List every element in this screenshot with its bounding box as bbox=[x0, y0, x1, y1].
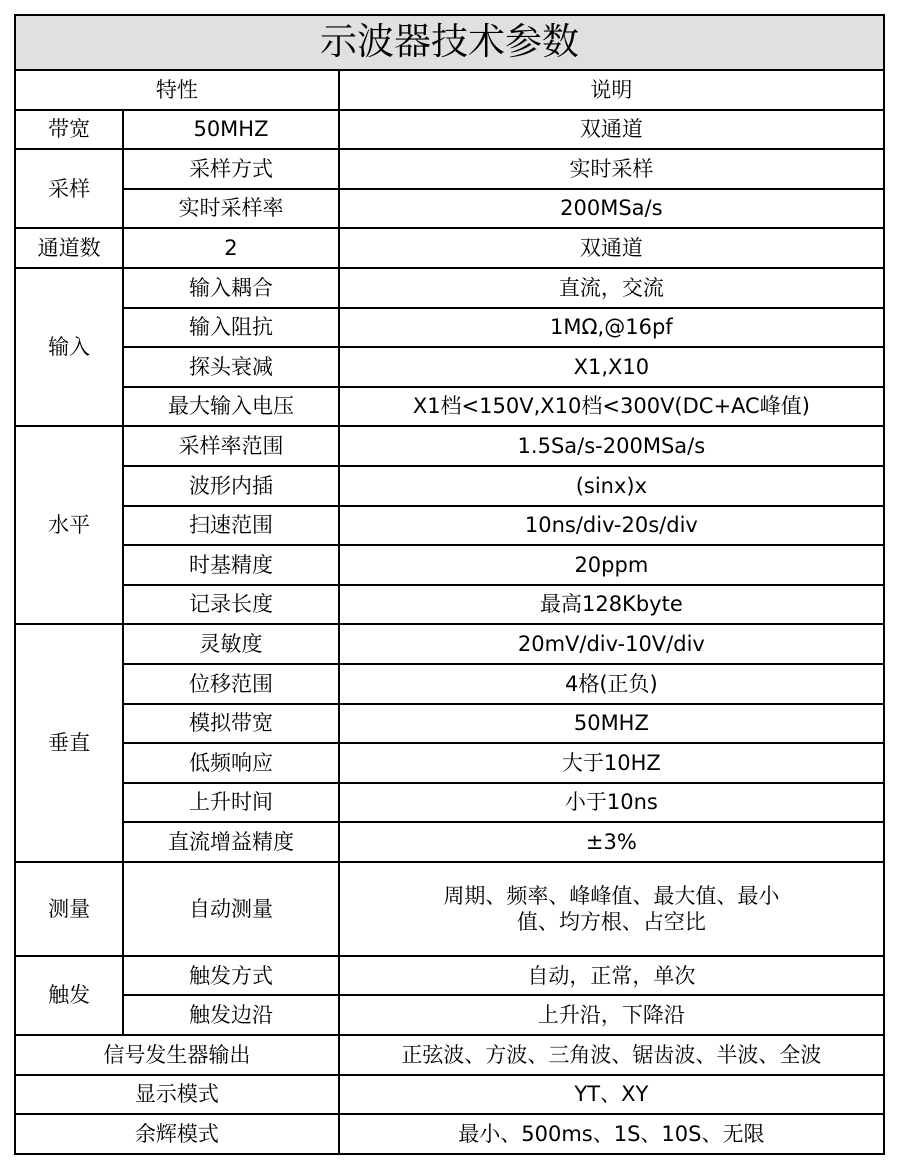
spec-desc: 4格(正负) bbox=[339, 664, 884, 704]
spec-desc: 双通道 bbox=[339, 228, 884, 268]
spec-desc: 小于10ns bbox=[339, 783, 884, 823]
spec-name: 灵敏度 bbox=[123, 624, 338, 664]
table-row bbox=[15, 956, 884, 996]
spec-name: 探头衰减 bbox=[123, 347, 338, 387]
group-label-horizontal: 水平 bbox=[15, 426, 123, 624]
spec-desc: X1,X10 bbox=[339, 347, 884, 387]
spec-name: 波形内插 bbox=[123, 466, 338, 506]
spec-table bbox=[14, 14, 885, 1155]
page-title: 示波器技术参数 bbox=[15, 15, 884, 70]
header-row bbox=[15, 70, 884, 110]
spec-name: 模拟带宽 bbox=[123, 704, 338, 744]
table-row bbox=[15, 308, 884, 348]
group-label-signal-generator: 信号发生器输出 bbox=[15, 1035, 339, 1075]
spec-name: 采样方式 bbox=[123, 149, 338, 189]
table-row bbox=[15, 426, 884, 466]
spec-name: 上升时间 bbox=[123, 783, 338, 823]
spec-name: 2 bbox=[123, 228, 338, 268]
spec-name: 位移范围 bbox=[123, 664, 338, 704]
spec-name: 50MHZ bbox=[123, 110, 338, 150]
group-label-measure: 测量 bbox=[15, 862, 123, 956]
table-row bbox=[15, 387, 884, 427]
spec-name: 输入阻抗 bbox=[123, 308, 338, 348]
spec-name: 记录长度 bbox=[123, 585, 338, 625]
spec-name: 输入耦合 bbox=[123, 268, 338, 308]
group-label-sampling: 采样 bbox=[15, 149, 123, 228]
spec-desc: X1档<150V,X10档<300V(DC+AC峰值) bbox=[339, 387, 884, 427]
spec-desc: 50MHZ bbox=[339, 704, 884, 744]
spec-name: 扫速范围 bbox=[123, 506, 338, 546]
spec-name: 时基精度 bbox=[123, 545, 338, 585]
title-row bbox=[15, 15, 884, 70]
table-row bbox=[15, 545, 884, 585]
table-row bbox=[15, 1035, 884, 1075]
spec-desc: 直流，交流 bbox=[339, 268, 884, 308]
spec-desc: (sinx)x bbox=[339, 466, 884, 506]
spec-name: 触发边沿 bbox=[123, 995, 338, 1035]
group-label-input: 输入 bbox=[15, 268, 123, 426]
table-row bbox=[15, 110, 884, 150]
table-row bbox=[15, 862, 884, 956]
spec-name: 实时采样率 bbox=[123, 189, 338, 229]
table-row bbox=[15, 347, 884, 387]
group-label-vertical: 垂直 bbox=[15, 624, 123, 862]
spec-desc: 1.5Sa/s-200MSa/s bbox=[339, 426, 884, 466]
spec-desc: 实时采样 bbox=[339, 149, 884, 189]
table-row bbox=[15, 585, 884, 625]
spec-name: 低频响应 bbox=[123, 743, 338, 783]
group-label-trigger: 触发 bbox=[15, 956, 123, 1035]
spec-desc bbox=[339, 862, 884, 956]
header-description: 说明 bbox=[339, 70, 884, 110]
table-row bbox=[15, 1075, 884, 1115]
spec-desc: ±3% bbox=[339, 822, 884, 862]
header-feature: 特性 bbox=[15, 70, 339, 110]
spec-name: 触发方式 bbox=[123, 956, 338, 996]
spec-desc: 10ns/div-20s/div bbox=[339, 506, 884, 546]
spec-desc: 正弦波、方波、三角波、锯齿波、半波、全波 bbox=[339, 1035, 884, 1075]
table-row bbox=[15, 268, 884, 308]
group-label-bandwidth: 带宽 bbox=[15, 110, 123, 150]
spec-desc: YT、XY bbox=[339, 1075, 884, 1115]
table-row bbox=[15, 822, 884, 862]
spec-name: 采样率范围 bbox=[123, 426, 338, 466]
table-row bbox=[15, 783, 884, 823]
spec-name: 直流增益精度 bbox=[123, 822, 338, 862]
group-label-persistence: 余辉模式 bbox=[15, 1114, 339, 1154]
table-row bbox=[15, 189, 884, 229]
spec-desc: 上升沿，下降沿 bbox=[339, 995, 884, 1035]
table-row bbox=[15, 664, 884, 704]
table-row bbox=[15, 228, 884, 268]
table-row bbox=[15, 506, 884, 546]
spec-desc: 200MSa/s bbox=[339, 189, 884, 229]
spec-desc: 大于10HZ bbox=[339, 743, 884, 783]
spec-desc: 最小、500ms、1S、10S、无限 bbox=[339, 1114, 884, 1154]
spec-desc: 1MΩ,@16pf bbox=[339, 308, 884, 348]
spec-desc: 自动，正常，单次 bbox=[339, 956, 884, 996]
table-row bbox=[15, 466, 884, 506]
spec-desc-line: 周期、频率、峰峰值、最大值、最小 bbox=[443, 883, 780, 908]
spec-desc: 双通道 bbox=[339, 110, 884, 150]
table-row bbox=[15, 995, 884, 1035]
spec-desc-line: 值、均方根、占空比 bbox=[516, 909, 706, 934]
spec-desc: 20mV/div-10V/div bbox=[339, 624, 884, 664]
spec-name: 最大输入电压 bbox=[123, 387, 338, 427]
spec-name: 自动测量 bbox=[123, 862, 338, 956]
group-label-display-mode: 显示模式 bbox=[15, 1075, 339, 1115]
table-row bbox=[15, 704, 884, 744]
spec-desc: 最高128Kbyte bbox=[339, 585, 884, 625]
table-row bbox=[15, 1114, 884, 1154]
table-row bbox=[15, 743, 884, 783]
group-label-channels: 通道数 bbox=[15, 228, 123, 268]
table-row bbox=[15, 624, 884, 664]
table-row bbox=[15, 149, 884, 189]
spec-desc: 20ppm bbox=[339, 545, 884, 585]
